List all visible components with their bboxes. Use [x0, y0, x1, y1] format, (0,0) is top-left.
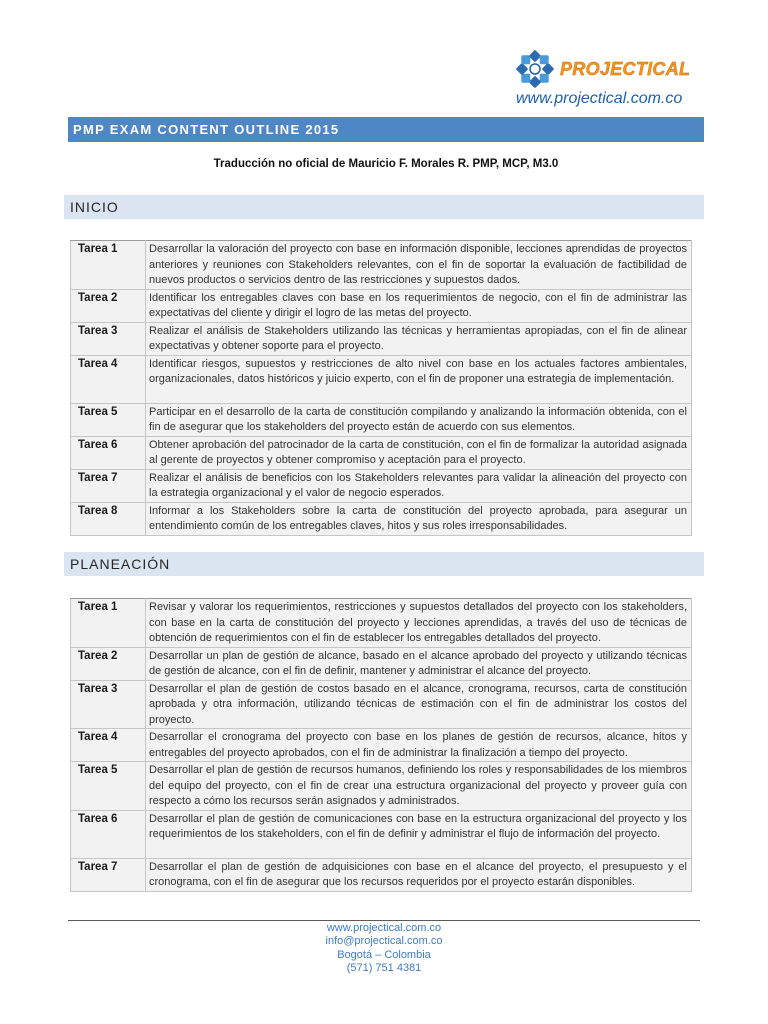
logo-core — [530, 64, 540, 74]
task-description: Realizar el análisis de beneficios con los Stakeholders relevantes para validar la alineación del proyecto con la estrategia organizacional y el valor de negocio esperados. — [146, 469, 692, 502]
task-label: Tarea 7 — [71, 469, 146, 502]
task-description: Desarrollar el plan de gestión de recursos humanos, definiendo los roles y responsabilidades de los miembros del equipo del proyecto, con el fin de crear una estructura organizacional del proyecto y proveer guía con respecto a cómo los recursos serán asignados y administrados. — [146, 762, 692, 811]
footer-location: Bogotá – Colombia — [337, 948, 431, 961]
logo-website: www.projectical.com.co — [516, 90, 683, 107]
logo-wordmark: PROJECTICAL — [560, 59, 691, 79]
task-label: Tarea 2 — [71, 647, 146, 680]
footer-email: info@projectical.com.co — [325, 935, 443, 948]
logo-cube — [540, 55, 549, 64]
task-description: Identificar riesgos, supuestos y restricciones de alto nivel con base en los actuales factores ambientales, organizacionales, datos históricos y juicio experto, con el fin de proponer una estrategia de implementación. — [146, 355, 692, 403]
task-label: Tarea 1 — [71, 241, 146, 290]
table-row — [71, 289, 692, 322]
task-label: Tarea 3 — [71, 322, 146, 355]
footer-website: www.projectical.com.co — [326, 922, 442, 934]
logo-cube — [540, 74, 549, 83]
table-row — [71, 355, 692, 403]
table-row — [71, 436, 692, 469]
task-description: Desarrollar la valoración del proyecto con base en información disponible, lecciones aprendidas de proyectos anteriores y reuniones con Stakeholders relevantes, con el fin de soportar la evaluación de factibilidad de nuevos productos o servicios dentro de las restricciones y supuestos dados. — [146, 241, 692, 290]
table-row — [71, 729, 692, 762]
task-description: Desarrollar el plan de gestión de comunicaciones con base en la estructura organizacional del proyecto y los requerimientos de los stakeholders, con el fin de definir y administrar el flujo de información del proyecto. — [146, 810, 692, 858]
document-title-bar — [68, 117, 704, 142]
task-table-inicio — [70, 240, 692, 536]
task-description: Desarrollar un plan de gestión de alcance, basado en el alcance aprobado del proyecto y utilizando técnicas de gestión de alcance, con el fin de definir, mantener y administrar el alcance del proyecto. — [146, 647, 692, 680]
task-description: Realizar el análisis de Stakeholders utilizando las técnicas y herramientas apropiadas, con el fin de alinear expectativas y obtener soporte para el proyecto. — [146, 322, 692, 355]
logo-cube — [542, 63, 555, 76]
task-description: Revisar y valorar los requerimientos, restricciones y supuestos detallados del proyecto con los stakeholders, con base en la carta de constitución del proyecto y lecciones aprendidas, a través del uso de técnicas de obtención de requerimientos con el fin de establecer los entregables detallados del proyecto. — [146, 599, 692, 648]
table-row — [71, 810, 692, 858]
task-label: Tarea 3 — [71, 680, 146, 729]
table-row — [71, 647, 692, 680]
task-label: Tarea 6 — [71, 436, 146, 469]
task-description: Desarrollar el cronograma del proyecto con base en los planes de gestión de recursos, alcance, hitos y entregables del proyecto aprobados, con el fin de administrar la finalización a tiempo del proyecto. — [146, 729, 692, 762]
task-label: Tarea 4 — [71, 729, 146, 762]
task-label: Tarea 5 — [71, 762, 146, 811]
task-label: Tarea 2 — [71, 289, 146, 322]
logo-cube — [521, 55, 530, 64]
footer-divider — [68, 920, 700, 921]
logo-cube — [529, 76, 542, 89]
task-label: Tarea 6 — [71, 810, 146, 858]
logo-cube — [521, 74, 530, 83]
document-title: PMP EXAM CONTENT OUTLINE 2015 — [73, 122, 340, 137]
section-title: PLANEACIÓN — [70, 556, 171, 572]
table-row — [71, 469, 692, 502]
task-description: Desarrollar el plan de gestión de adquisiciones con base en el alcance del proyecto, el presupuesto y el cronograma, con el fin de asegurar que los recursos requeridos por el proyecto estarán disponibles. — [146, 858, 692, 891]
projectical-logo-icon — [515, 49, 555, 89]
task-label: Tarea 8 — [71, 502, 146, 535]
section-title: INICIO — [70, 199, 119, 215]
task-description: Desarrollar el plan de gestión de costos basado en el alcance, cronograma, recursos, carta de constitución aprobada y otra información, utilizando técnicas de estimación con el fin de administrar los costos del proyecto. — [146, 680, 692, 729]
table-row — [71, 322, 692, 355]
task-table-planeacion — [70, 598, 692, 892]
logo-cube — [516, 63, 529, 76]
task-label: Tarea 5 — [71, 403, 146, 436]
section-heading-inicio — [64, 195, 704, 219]
footer-phone: (571) 751 4381 — [346, 961, 422, 974]
table-row — [71, 762, 692, 811]
table-row — [71, 599, 692, 648]
table-row — [71, 403, 692, 436]
task-description: Identificar los entregables claves con base en los requerimientos de negocio, con el fin de administrar las expectativas del cliente y dirigir el logro de las metas del proyecto. — [146, 289, 692, 322]
projectical-logo — [514, 48, 696, 112]
table-row — [71, 858, 692, 891]
task-description: Participar en el desarrollo de la carta de constitución compilando y analizando la información obtenida, con el fin de asegurar que los stakeholders del proyecto están de acuerdo con sus elementos. — [146, 403, 692, 436]
table-row — [71, 680, 692, 729]
table-row — [71, 241, 692, 290]
task-label: Tarea 1 — [71, 599, 146, 648]
document-subtitle: Traducción no oficial de Mauricio F. Morales R. PMP, MCP, M3.0 — [213, 158, 559, 170]
task-label: Tarea 4 — [71, 355, 146, 403]
logo-cube — [529, 50, 542, 63]
task-description: Obtener aprobación del patrocinador de la carta de constitución, con el fin de formalizar la autoridad asignada al gerente de proyectos y obtener compromiso y aceptación para el proyecto. — [146, 436, 692, 469]
table-row — [71, 502, 692, 535]
task-description: Informar a los Stakeholders sobre la carta de constitución del proyecto aprobada, para asegurar un entendimiento común de los entregables claves, hitos y sus roles irresponsabilidades. — [146, 502, 692, 535]
task-label: Tarea 7 — [71, 858, 146, 891]
section-heading-planeacion — [64, 552, 704, 576]
footer — [0, 922, 768, 975]
